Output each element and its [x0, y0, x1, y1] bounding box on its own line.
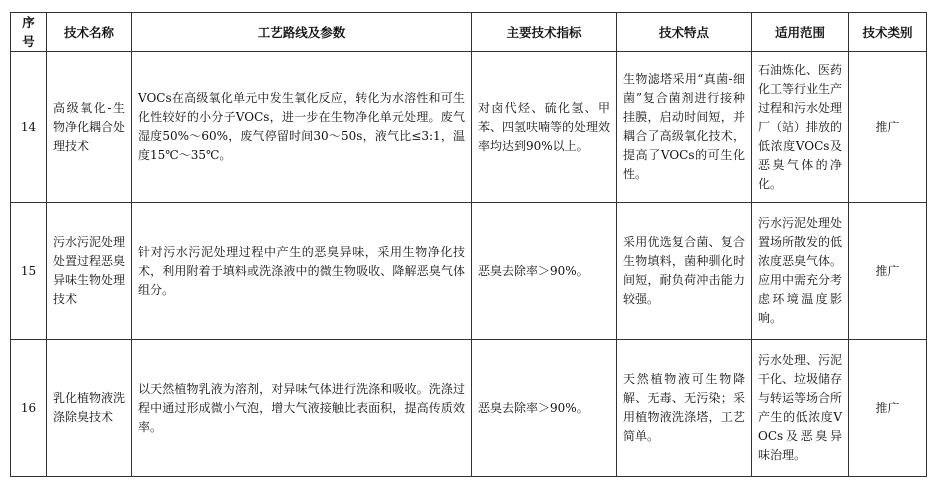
cell-number: 15 — [11, 203, 47, 340]
header-features: 技术特点 — [617, 13, 752, 52]
cell-process: 针对污水污泥处理过程中产生的恶臭异味，采用生物净化技术，利用附着于填料或洗涤液中的微生物吸收、降解恶臭气体组分。 — [132, 203, 472, 340]
cell-tech-name: 乳化植物液洗涤除臭技术 — [47, 340, 132, 477]
cell-indicators: 恶臭去除率＞90%。 — [472, 203, 617, 340]
cell-number: 16 — [11, 340, 47, 477]
table-body — [11, 52, 927, 477]
cell-scope: 石油炼化、医药化工等行业生产过程和污水处理厂（站）排放的低浓度VOCs及恶臭气体的净化。 — [752, 52, 849, 203]
table-row — [11, 340, 927, 477]
cell-features: 天然植物液可生物降解、无毒、无污染；采用植物液洗涤塔，工艺简单。 — [617, 340, 752, 477]
cell-indicators: 恶臭去除率＞90%。 — [472, 340, 617, 477]
header-row — [11, 13, 927, 52]
cell-scope: 污水处理、污泥干化、垃圾储存与转运等场合所产生的低浓度VOCs及恶臭异味治理。 — [752, 340, 849, 477]
cell-number: 14 — [11, 52, 47, 203]
header-scope: 适用范围 — [752, 13, 849, 52]
header-category: 技术类别 — [849, 13, 927, 52]
cell-category: 推广 — [849, 203, 927, 340]
header-tech-name: 技术名称 — [47, 13, 132, 52]
cell-process: VOCs在高级氧化单元中发生氧化反应，转化为水溶性和可生化性较好的小分子VOCs，进一步在生物净化单元处理。废气湿度50%～60%，废气停留时间30～50s，液气比≤3:1，温度15℃～35℃。 — [132, 52, 472, 203]
cell-process: 以天然植物乳液为溶剂，对异味气体进行洗涤和吸收。洗涤过程中通过形成微小气泡，增大气液接触比表面积，提高传质效率。 — [132, 340, 472, 477]
cell-features: 生物滤塔采用“真菌-细菌”复合菌剂进行接种挂膜，启动时间短，并耦合了高级氧化技术，提高了VOCs的可生化性。 — [617, 52, 752, 203]
cell-features: 采用优选复合菌、复合生物填料，菌种驯化时间短，耐负荷冲击能力较强。 — [617, 203, 752, 340]
cell-scope: 污水污泥处理处置场所散发的低浓度恶臭气体。应用中需充分考虑环境温度影响。 — [752, 203, 849, 340]
table-row — [11, 203, 927, 340]
cell-category: 推广 — [849, 52, 927, 203]
technology-table — [10, 12, 927, 477]
cell-category: 推广 — [849, 340, 927, 477]
cell-tech-name: 污水污泥处理处置过程恶臭异味生物处理技术 — [47, 203, 132, 340]
cell-indicators: 对卤代烃、硫化氢、甲苯、四氢呋喃等的处理效率均达到90%以上。 — [472, 52, 617, 203]
header-process: 工艺路线及参数 — [132, 13, 472, 52]
document-page — [10, 12, 926, 477]
table-row — [11, 52, 927, 203]
header-number: 序号 — [11, 13, 47, 52]
header-indicators: 主要技术指标 — [472, 13, 617, 52]
table-header — [11, 13, 927, 52]
cell-tech-name: 高级氧化-生物净化耦合处理技术 — [47, 52, 132, 203]
